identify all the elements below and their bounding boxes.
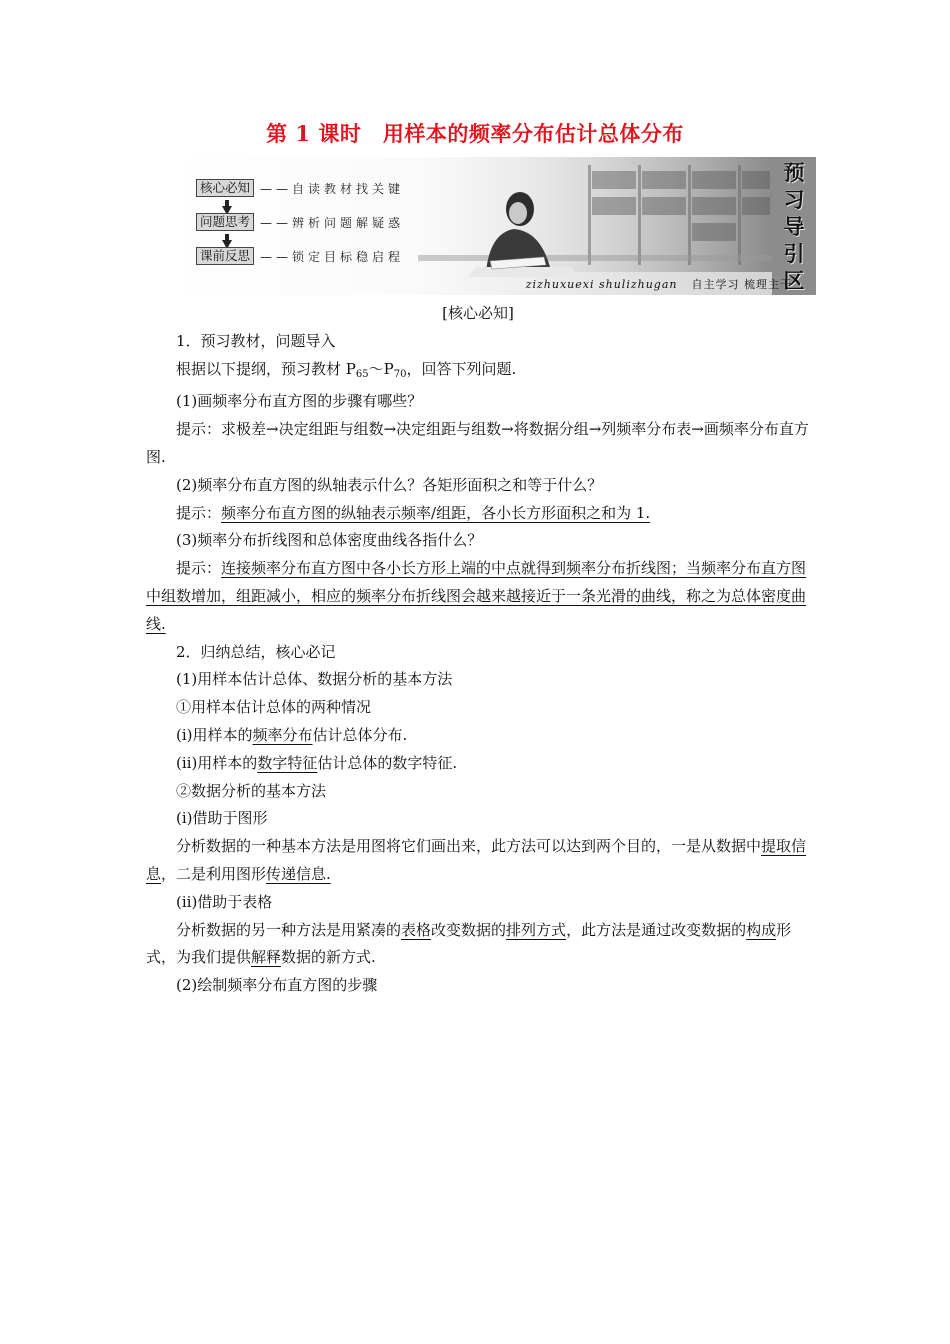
step-label: 核心必知 xyxy=(196,179,254,197)
paragraph: (ⅰ)用样本的频率分布估计总体分布. xyxy=(176,725,408,744)
side-char: 区 xyxy=(783,267,805,293)
side-char: 引 xyxy=(783,240,805,266)
step-description: ——辨析问题解疑惑 xyxy=(260,215,405,230)
step-label: 问题思考 xyxy=(196,213,254,231)
side-char: 习 xyxy=(783,186,805,212)
banner-pinyin: zizhuxuexi shulizhugan xyxy=(525,277,678,291)
section-heading: [核心必知] xyxy=(442,304,514,322)
question: (1)画频率分布直方图的步骤有哪些？ xyxy=(176,392,423,411)
answer-hint: 提示：求极差→决定组距与组数→决定组距与组数→将数据分组→列频率分布表→画频率分布直方图. xyxy=(146,420,809,466)
step-question-thinking xyxy=(196,213,404,231)
step-label: 课前反思 xyxy=(196,247,254,265)
question: (2)频率分布直方图的纵轴表示什么？各矩形面积之和等于什么？ xyxy=(176,475,603,494)
subsection-heading: 1．预习教材，问题导入 xyxy=(176,331,336,350)
paragraph: (ⅱ)借助于表格 xyxy=(176,892,273,911)
step-description: ——锁定目标稳启程 xyxy=(260,249,405,264)
paragraph: (2)绘制频率分布直方图的步骤 xyxy=(176,976,378,995)
step-pre-class-reflection xyxy=(196,247,404,265)
paragraph: ②数据分析的基本方法 xyxy=(176,781,327,800)
question: (3)频率分布折线图和总体密度曲线各指什么？ xyxy=(176,531,483,550)
side-char: 导 xyxy=(783,213,805,239)
banner-footer xyxy=(368,273,816,295)
answer-hint: 提示：频率分布直方图的纵轴表示频率/组距，各小长方形面积之和为 1. xyxy=(176,503,651,522)
main-content xyxy=(146,300,810,1000)
step-description: ——自读教材找关键 xyxy=(260,181,405,196)
paragraph: (ⅰ)借助于图形 xyxy=(176,809,268,828)
subsection-heading: 2．归纳总结，核心必记 xyxy=(176,642,336,661)
lesson-title: 第 1 课时 用样本的频率分布估计总体分布 xyxy=(266,121,684,146)
step-core-knowledge xyxy=(196,179,404,197)
paragraph: 分析数据的一种基本方法是用图将它们画出来，此方法可以达到两个目的，一是从数据中提取信息，二是利用图形传递信息. xyxy=(146,837,807,883)
answer-hint: 提示：连接频率分布直方图中各小长方形上端的中点就得到频率分布折线图；当频率分布直方图中组数增加，组距减小，相应的频率分布折线图会越来越接近于一条光滑的曲线，称之为总体密度曲线. xyxy=(146,559,807,633)
paragraph: (ⅱ)用样本的数字特征估计总体的数字特征. xyxy=(176,753,458,772)
paragraph: ①用样本估计总体的两种情况 xyxy=(176,698,372,717)
paragraph: (1)用样本估计总体、数据分析的基本方法 xyxy=(176,670,453,689)
paragraph: 根据以下提纲，预习教材 $P_{65}\sim P_{70}$，回答下列问题. xyxy=(176,359,517,380)
paragraph: 分析数据的另一种方法是用紧凑的表格改变数据的排列方式，此方法是通过改变数据的构成形式，为我们提供解释数据的新方式. xyxy=(146,920,792,967)
side-char: 预 xyxy=(783,159,805,185)
banner-slogan: 自主学习 梳理主干 xyxy=(691,278,792,291)
